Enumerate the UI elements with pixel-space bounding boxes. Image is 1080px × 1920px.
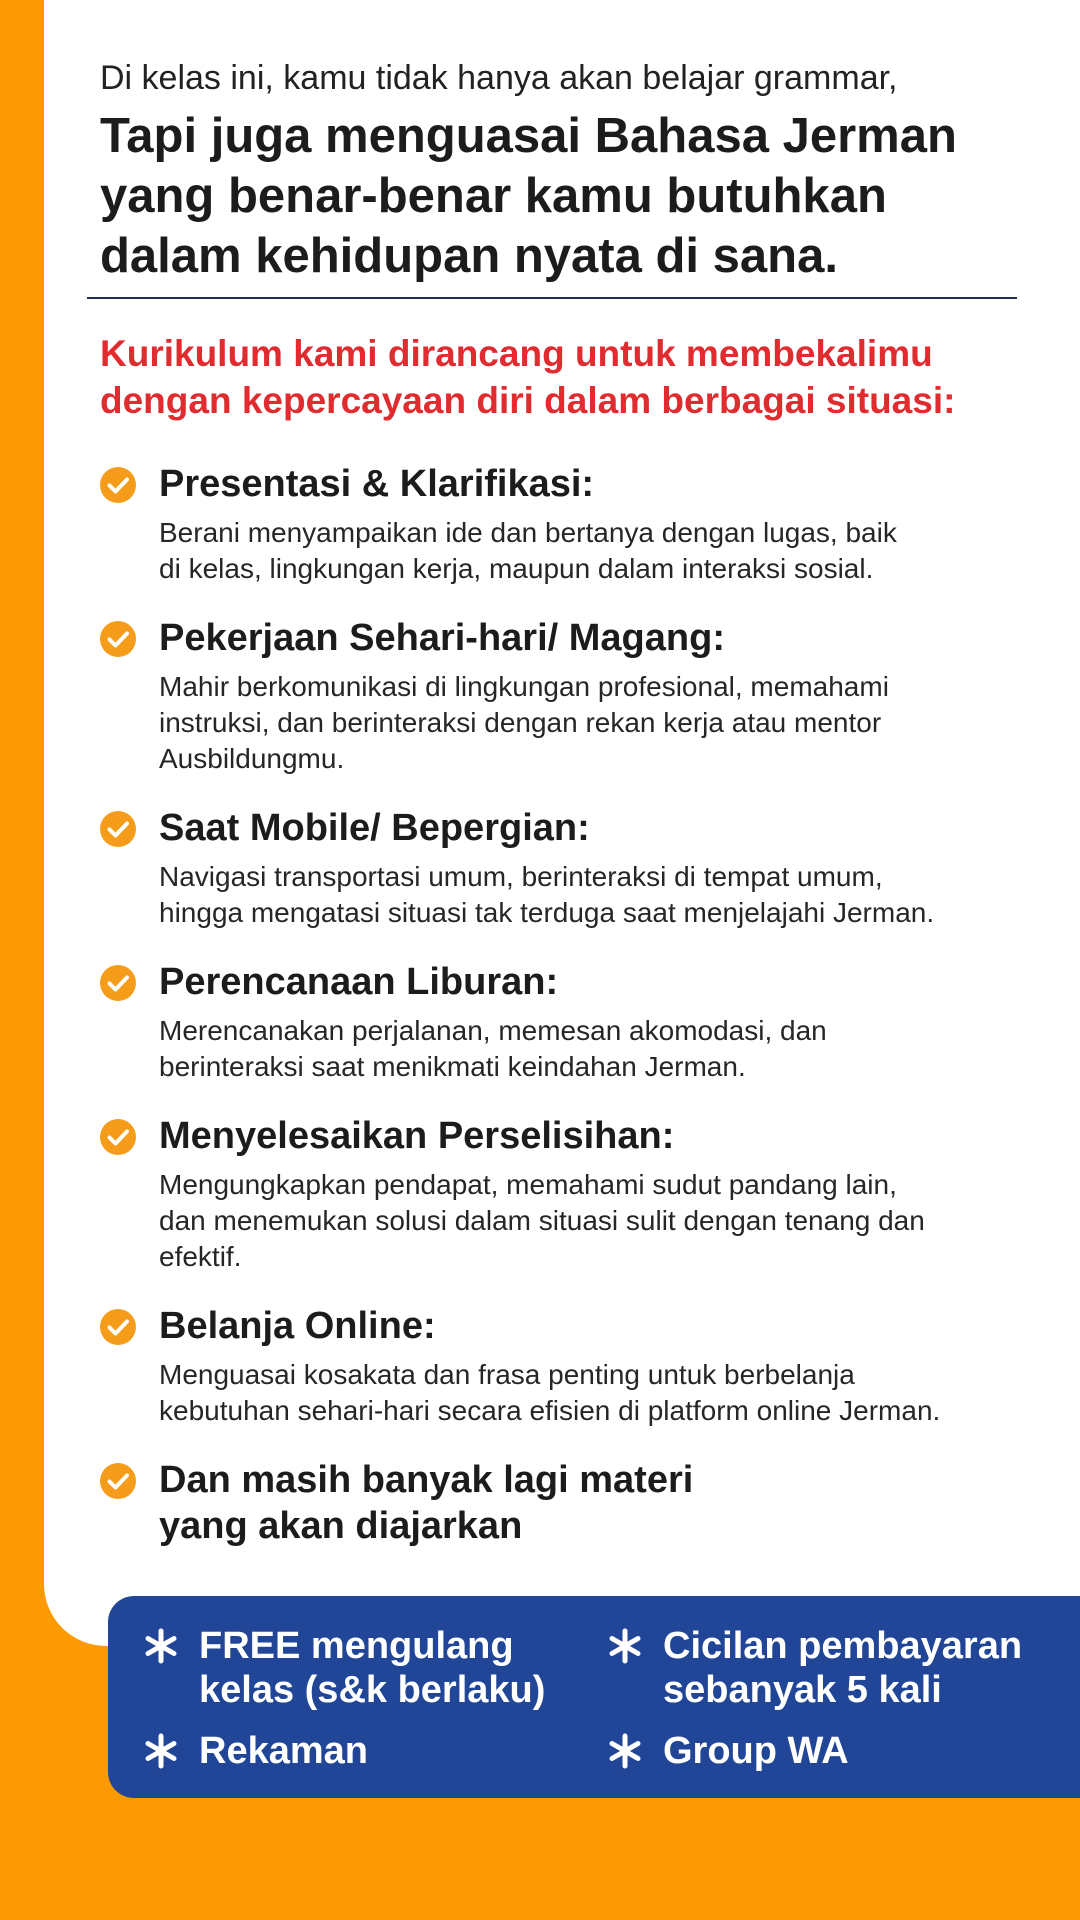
curriculum-item bbox=[100, 615, 1040, 777]
desc-line: Mengungkapkan pendapat, memahami sudut pandang lain, bbox=[159, 1169, 897, 1200]
headline-line: dalam kehidupan nyata di sana. bbox=[100, 229, 838, 283]
desc-line: Mahir berkomunikasi di lingkungan profesional, memahami bbox=[159, 671, 889, 702]
desc-line: efektif. bbox=[159, 1241, 242, 1272]
curriculum-item bbox=[100, 959, 1040, 1085]
item-description bbox=[159, 1357, 1019, 1429]
feature-label bbox=[663, 1624, 1067, 1712]
asterisk-icon bbox=[607, 1628, 643, 1664]
headline-line: Tapi juga menguasai Bahasa Jerman bbox=[100, 109, 957, 163]
desc-line: kebutuhan sehari-hari secara efisien di platform online Jerman. bbox=[159, 1395, 941, 1426]
closing-text bbox=[159, 1457, 1040, 1549]
check-circle-icon bbox=[100, 1119, 136, 1155]
feature-line: FREE mengulang bbox=[199, 1625, 514, 1667]
check-circle-icon bbox=[100, 621, 136, 657]
item-description bbox=[159, 515, 1019, 587]
feature-label: Group WA bbox=[663, 1730, 849, 1772]
check-circle-icon bbox=[100, 467, 136, 503]
curriculum-item bbox=[100, 1303, 1040, 1429]
check-circle-icon bbox=[100, 1309, 136, 1345]
desc-line: Berani menyampaikan ide dan bertanya dengan lugas, baik bbox=[159, 517, 897, 548]
asterisk-icon bbox=[607, 1733, 643, 1769]
desc-line: dan menemukan solusi dalam situasi sulit dengan tenang dan bbox=[159, 1205, 925, 1236]
curriculum-item bbox=[100, 1113, 1040, 1275]
feature-recording bbox=[143, 1729, 563, 1773]
desc-line: instruksi, dan berinteraksi dengan rekan kerja atau mentor bbox=[159, 707, 882, 738]
headline-line: yang benar-benar kamu butuhkan bbox=[100, 169, 887, 223]
check-circle-icon bbox=[100, 811, 136, 847]
feature-installments bbox=[607, 1624, 1067, 1712]
desc-line: di kelas, lingkungan kerja, maupun dalam interaksi sosial. bbox=[159, 553, 874, 584]
intro-lead: Di kelas ini, kamu tidak hanya akan belajar grammar, bbox=[100, 59, 898, 97]
curriculum-item bbox=[100, 461, 1040, 587]
feature-free-repeat bbox=[143, 1624, 563, 1712]
item-title: Perencanaan Liburan: bbox=[159, 961, 559, 1003]
desc-line: Navigasi transportasi umum, berinteraksi di tempat umum, bbox=[159, 861, 883, 892]
feature-line: kelas (s&k berlaku) bbox=[199, 1669, 546, 1711]
item-title: Menyelesaikan Perselisihan: bbox=[159, 1115, 675, 1157]
subhead-line: dengan kepercayaan diri dalam berbagai situasi: bbox=[100, 380, 956, 421]
item-description bbox=[159, 669, 1019, 777]
subhead-line: Kurikulum kami dirancang untuk membekalimu bbox=[100, 333, 933, 374]
desc-line: Merencanakan perjalanan, memesan akomodasi, dan bbox=[159, 1015, 827, 1046]
asterisk-icon bbox=[143, 1628, 179, 1664]
check-circle-icon bbox=[100, 1463, 136, 1499]
feature-line: sebanyak 5 kali bbox=[663, 1669, 942, 1711]
desc-line: berinteraksi saat menikmati keindahan Jerman. bbox=[159, 1051, 746, 1082]
item-description bbox=[159, 1013, 1019, 1085]
desc-line: Ausbildungmu. bbox=[159, 743, 345, 774]
feature-line: Cicilan pembayaran bbox=[663, 1625, 1023, 1667]
curriculum-closing bbox=[100, 1457, 1040, 1549]
item-title: Presentasi & Klarifikasi: bbox=[159, 463, 595, 505]
desc-line: hingga mengatasi situasi tak terduga saat menjelajahi Jerman. bbox=[159, 897, 935, 928]
item-title: Saat Mobile/ Bepergian: bbox=[159, 807, 590, 849]
item-title: Pekerjaan Sehari-hari/ Magang: bbox=[159, 617, 725, 659]
asterisk-icon bbox=[143, 1733, 179, 1769]
curriculum-item bbox=[100, 805, 1040, 931]
item-description bbox=[159, 1167, 1019, 1275]
item-title: Belanja Online: bbox=[159, 1305, 436, 1347]
feature-wa-group bbox=[607, 1729, 1067, 1773]
feature-label bbox=[199, 1624, 563, 1712]
check-circle-icon bbox=[100, 965, 136, 1001]
section-divider bbox=[87, 297, 1017, 299]
closing-line: Dan masih banyak lagi materi bbox=[159, 1459, 694, 1501]
desc-line: Menguasai kosakata dan frasa penting untuk berbelanja bbox=[159, 1359, 855, 1390]
curriculum-subhead bbox=[100, 330, 1030, 424]
feature-label: Rekaman bbox=[199, 1730, 368, 1772]
item-description bbox=[159, 859, 1019, 931]
closing-line: yang akan diajarkan bbox=[159, 1505, 523, 1547]
headline bbox=[100, 106, 1030, 286]
